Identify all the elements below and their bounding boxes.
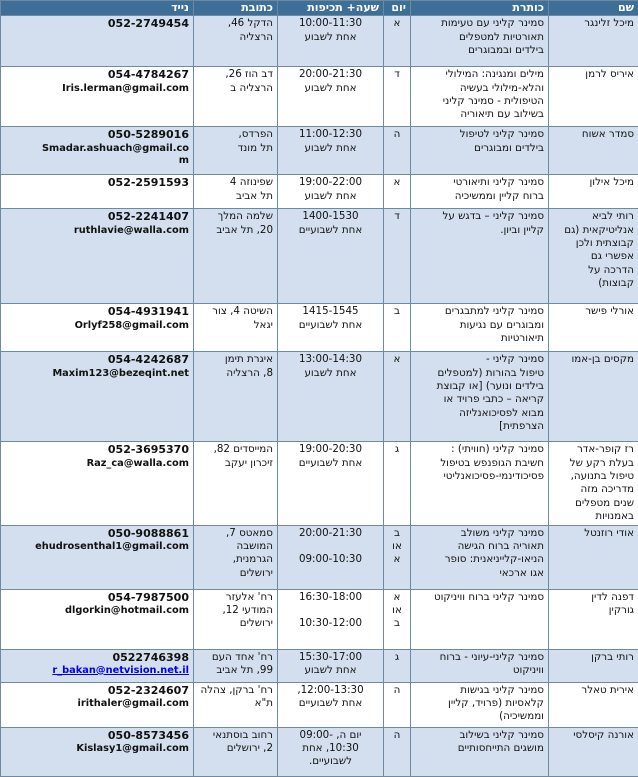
cell-name (549, 682, 638, 727)
table-row (1, 442, 638, 525)
cell-time-line: 20:00-21:30 (282, 68, 379, 81)
cell-time-line: 15:30-17:00 (282, 651, 379, 664)
cell-name-line: דפנה לדין (553, 591, 634, 604)
cell-title (411, 525, 549, 589)
cell-name-line: מיכל זלינגר (553, 17, 634, 30)
cell-day (384, 67, 411, 127)
cell-day (384, 127, 411, 175)
cell-day-line: ב (388, 527, 406, 540)
header-time: שעה+ תכיפות (278, 1, 384, 16)
phone-number: 052-2591593 (5, 176, 189, 190)
cell-address-line: רח' אחד העם (198, 651, 273, 664)
cell-name-line: באמנויות (553, 510, 634, 523)
cell-address-line: סמאטס 7, (198, 527, 273, 540)
cell-title-line: פסיכודינמי-פסיכואנליטי (415, 470, 544, 483)
cell-name (549, 727, 638, 776)
cell-name-line: הדרכה על (553, 264, 634, 277)
cell-time-line: 16:30-18:00 (282, 591, 379, 604)
cell-time (278, 16, 384, 67)
cell-title (411, 649, 549, 682)
cell-address-line: איגרת תימן (198, 353, 273, 366)
cell-title-line: סמינר קליני - (415, 353, 544, 366)
phone-number: 052-2241407 (5, 210, 189, 224)
cell-address (194, 649, 278, 682)
cell-time (278, 304, 384, 352)
phone-number: 054-7987500 (5, 591, 189, 605)
cell-address-line: ירושלים (198, 567, 273, 580)
cell-phone (1, 442, 194, 525)
cell-time (278, 67, 384, 127)
phone-number: 054-4784267 (5, 68, 189, 82)
cell-day (384, 525, 411, 589)
table-row (1, 16, 638, 67)
cell-address-line: ירושלים (198, 617, 273, 630)
cell-time-line (282, 540, 379, 553)
cell-title-line: חשיבת הגופנפש בטיפול (415, 457, 544, 470)
cell-name-line: בעלת רקע של (553, 457, 634, 470)
cell-address-line: המושבה (198, 540, 273, 553)
cell-day-line: א (388, 591, 406, 604)
cell-title-line: סמינר קליני לטיפול (415, 128, 544, 141)
cell-time-line: אחת לשבועיים (282, 319, 379, 332)
cell-day-line: ה (388, 684, 406, 697)
cell-address-line: רח' אלעזר (198, 591, 273, 604)
phone-number: 054-4242687 (5, 353, 189, 367)
cell-address-line: תל אביב (198, 190, 273, 203)
cell-time-line: 10:30, אחת (282, 742, 379, 755)
cell-name-line: איריס לרמן (553, 68, 634, 81)
cell-day-line: ג (388, 443, 406, 456)
phone-number: 050-5289016 (5, 128, 189, 142)
cell-name (549, 16, 638, 67)
cell-day (384, 304, 411, 352)
cell-title-line: סמינר קליני – בדגש על (415, 210, 544, 223)
email-address: Maxim123@bezeqint.net (5, 368, 189, 381)
cell-address-line: המודעי 12, (198, 604, 273, 617)
cell-time (278, 525, 384, 589)
cell-day (384, 442, 411, 525)
cell-day-line: ה (388, 729, 406, 742)
phone-number: 052-2749454 (5, 17, 189, 31)
cell-title-line: מבוא לפסיכואנליזה (415, 407, 544, 420)
cell-address (194, 442, 278, 525)
table-row (1, 727, 638, 776)
cell-time-line: אחת לשבוע (282, 367, 379, 380)
header-row (1, 1, 638, 16)
cell-name (549, 589, 638, 649)
cell-title-line: סמינר קליני-עיוני - ברוח (415, 651, 544, 664)
email-address: Kislasy1@gmail.com (5, 743, 189, 756)
table-row (1, 67, 638, 127)
cell-name (549, 67, 638, 127)
cell-day-line: ה (388, 128, 406, 141)
email-link[interactable]: r_bakan@netvision.net.il (5, 665, 189, 678)
cell-time (278, 352, 384, 442)
cell-day-line: ב (388, 617, 406, 630)
cell-address (194, 127, 278, 175)
cell-address (194, 589, 278, 649)
cell-name-line: רותי לביא (553, 210, 634, 223)
cell-name (549, 175, 638, 209)
cell-phone (1, 175, 194, 209)
cell-day-line: ד (388, 210, 406, 223)
cell-phone (1, 589, 194, 649)
email-address: irithaler@gmail.com (5, 698, 189, 711)
cell-time-line: אחת לשבוע (282, 664, 379, 677)
cell-time (278, 727, 384, 776)
phone-number: 050-8573456 (5, 729, 189, 743)
table-row (1, 589, 638, 649)
cell-time-line: 13:00-14:30 (282, 353, 379, 366)
table-row (1, 304, 638, 352)
cell-address-line: הרצליה ב (198, 82, 273, 95)
email-address: Raz_ca@walla.com (5, 458, 189, 471)
email-address: m (5, 155, 189, 168)
cell-address (194, 67, 278, 127)
cell-phone (1, 16, 194, 67)
cell-day (384, 16, 411, 67)
cell-address-line: תל מונד (198, 142, 273, 155)
cell-time-line: 20:00-21:30 (282, 527, 379, 540)
cell-title-line: הצרפתית] (415, 420, 544, 433)
cell-time-line: אחת לשבועיים (282, 457, 379, 470)
table-row (1, 352, 638, 442)
cell-title-line: סמינר קליני ברוח וויניקוט (415, 591, 544, 604)
cell-day-line: א (388, 17, 406, 30)
cell-address-line: הגרמנית, (198, 553, 273, 566)
cell-day (384, 175, 411, 209)
cell-title (411, 16, 549, 67)
cell-title (411, 127, 549, 175)
cell-name-line: טיפול בתנועה, (553, 470, 634, 483)
cell-phone (1, 127, 194, 175)
cell-address-line: רחוב בוסתנאי (198, 729, 273, 742)
cell-name (549, 352, 638, 442)
cell-title-line: בשילוב עם תיאוריה (415, 108, 544, 121)
cell-name-line: רותי ברקן (553, 651, 634, 664)
cell-address-line: 99, תל אביב (198, 664, 273, 677)
cell-name-line: אנליטיקאית (גם (553, 224, 634, 237)
cell-title-line: סמינר קליני (חוויתי) : (415, 443, 544, 456)
email-address: dlgorkin@hotmail.com (5, 605, 189, 618)
cell-time-line: 19:00-20:30 (282, 443, 379, 456)
cell-name (549, 525, 638, 589)
cell-address-line: שלמה המלך (198, 210, 273, 223)
cell-title-line: סמינר קליני בגישות (415, 684, 544, 697)
cell-day-line: או (388, 540, 406, 553)
cell-name (549, 209, 638, 304)
cell-title-line: בילדים ובמבוגרים (415, 44, 544, 57)
cell-time-line: יום ה, -09:00 (282, 729, 379, 742)
table-row (1, 525, 638, 589)
cell-name-line: מדריכה מזה (553, 483, 634, 496)
cell-time-line (282, 604, 379, 617)
cell-time-line: 12:00-13:30, (282, 684, 379, 697)
cell-title-line: ברוח קליין וממשיכיה (415, 190, 544, 203)
email-address: ruthlavie@walla.com (5, 225, 189, 238)
cell-name-line: שנים מטפלים (553, 497, 634, 510)
table-row (1, 127, 638, 175)
cell-title-line: אגו ארכאי (415, 567, 544, 580)
table-body (1, 16, 638, 776)
cell-time (278, 589, 384, 649)
cell-address (194, 727, 278, 776)
cell-title-line: הניאו-קלייניאנית: סופר (415, 553, 544, 566)
cell-phone (1, 352, 194, 442)
cell-title-line: סמינר קליני משולב (415, 527, 544, 540)
header-name: שם (549, 1, 638, 16)
cell-address-line: שפינוזה 4 (198, 176, 273, 189)
cell-time (278, 442, 384, 525)
cell-address-line: הרצליה (198, 31, 273, 44)
cell-time-line: אחת לשבוע (282, 190, 379, 203)
cell-day-line: א (388, 176, 406, 189)
cell-name (549, 304, 638, 352)
cell-title-line: מושגים התייחסותיים (415, 742, 544, 755)
cell-title-line: תאורטיות למטפלים (415, 31, 544, 44)
cell-address (194, 16, 278, 67)
cell-title-line: סמינר קליני למתבגרים (415, 305, 544, 318)
cell-name-line: אורלי פישר (553, 305, 634, 318)
cell-address-line: רח' ברקן, צהלה (198, 684, 273, 697)
cell-address-line: המייסדים 82, (198, 443, 273, 456)
cell-title (411, 67, 549, 127)
cell-time-line: 11:00-12:30 (282, 128, 379, 141)
cell-name-line: אפשרי גם (553, 250, 634, 263)
cell-time-line: 10:00-11:30 (282, 17, 379, 30)
cell-day-line: ב (388, 305, 406, 318)
cell-time-line: אחת לשבוע (282, 142, 379, 155)
cell-day-line: א (388, 553, 406, 566)
cell-time-line: אחת לשבועיים (282, 697, 379, 710)
cell-name-line: רז קופר-אדר (553, 443, 634, 456)
cell-time-line: 10:30-12:00 (282, 617, 379, 630)
cell-title-line: בילדים ונוער) [או קבוצת (415, 380, 544, 393)
table-row (1, 175, 638, 209)
cell-time (278, 209, 384, 304)
cell-time-line: 09:00-10:30 (282, 553, 379, 566)
cell-address-line: 8, הרצליה (198, 367, 273, 380)
header-title: כותרת (411, 1, 549, 16)
cell-address (194, 682, 278, 727)
cell-address (194, 209, 278, 304)
cell-day-line: א (388, 353, 406, 366)
cell-title-line: והלא-מילולי בעשיה (415, 82, 544, 95)
cell-time-line: אחת לשבוע (282, 82, 379, 95)
cell-title-line: סמינר קליני בשילוב (415, 729, 544, 742)
table-row (1, 649, 638, 682)
cell-title-line: טיפול בהורות (למטפלים (415, 367, 544, 380)
cell-title-line: סמינר קליני ותיאורטי (415, 176, 544, 189)
cell-title-line: בילדים ומבוגרים (415, 142, 544, 155)
cell-phone (1, 525, 194, 589)
cell-title-line: הטיפולית - סמינר קליני (415, 95, 544, 108)
cell-phone (1, 304, 194, 352)
cell-address-line: הדקל 46, (198, 17, 273, 30)
cell-name-line: קבוצות) (553, 277, 634, 290)
cell-address-line: הפרדס, (198, 128, 273, 141)
cell-time-line: 1400-1530 (282, 210, 379, 223)
cell-name-line: קבוצתית ולכן (553, 237, 634, 250)
cell-title-line: ומבוגרים עם נגיעות (415, 319, 544, 332)
cell-name-line: אירית טאלר (553, 684, 634, 697)
cell-title-line: סמינר קליני עם טעימות (415, 17, 544, 30)
cell-name-line: מקסים בן-אמו (553, 353, 634, 366)
cell-title (411, 175, 549, 209)
cell-day-line: או (388, 604, 406, 617)
cell-time (278, 682, 384, 727)
cell-title (411, 682, 549, 727)
cell-phone (1, 682, 194, 727)
cell-time-line: אחת לשבועיים (282, 224, 379, 237)
cell-name-line: אודי רוזנטל (553, 527, 634, 540)
table-row (1, 682, 638, 727)
cell-address (194, 352, 278, 442)
cell-name-line: מיכל אילון (553, 176, 634, 189)
cell-time-line: לשבועיים. (282, 755, 379, 768)
cell-title (411, 589, 549, 649)
cell-title (411, 209, 549, 304)
cell-phone (1, 649, 194, 682)
cell-address-line: דב הוז 26, (198, 68, 273, 81)
table-row (1, 209, 638, 304)
header-day: יום (384, 1, 411, 16)
cell-time (278, 127, 384, 175)
cell-name-line: סמדר אשוח (553, 128, 634, 141)
cell-title-line: וויניקוט (415, 664, 544, 677)
cell-title-line: קלאסיות (פרויד, קליין (415, 697, 544, 710)
phone-number: 0522746398 (5, 651, 189, 665)
cell-title-line: תיאורטיות (415, 332, 544, 345)
cell-title (411, 442, 549, 525)
cell-address-line: ת"א (198, 697, 273, 710)
cell-day-line: ג (388, 651, 406, 664)
cell-time-line: 19:00-22:00 (282, 176, 379, 189)
cell-phone (1, 209, 194, 304)
cell-address-line: יגאל (198, 319, 273, 332)
cell-day (384, 649, 411, 682)
header-phone: נייד (1, 1, 194, 16)
email-address: Orlyf258@gmail.com (5, 320, 189, 333)
cell-address (194, 525, 278, 589)
cell-name (549, 649, 638, 682)
cell-name-line: אורנה קיסלסי (553, 729, 634, 742)
cell-phone (1, 67, 194, 127)
cell-title-line: קליין וביון. (415, 224, 544, 237)
cell-day (384, 352, 411, 442)
cell-name-line: גורקין (553, 604, 634, 617)
cell-name (549, 127, 638, 175)
cell-address (194, 175, 278, 209)
cell-address-line: השיטה 4, צור (198, 305, 273, 318)
cell-title (411, 304, 549, 352)
email-address: ehudrosenthal1@gmail.com (5, 541, 189, 554)
phone-number: 052-2324607 (5, 684, 189, 698)
cell-title-line: תאוריה ברוח הגישה (415, 540, 544, 553)
cell-day (384, 682, 411, 727)
header-address: כתובת (194, 1, 278, 16)
cell-time-line: אחת לשבוע (282, 31, 379, 44)
phone-number: 054-4931941 (5, 305, 189, 319)
cell-day-line: ד (388, 68, 406, 81)
cell-name (549, 442, 638, 525)
cell-address (194, 304, 278, 352)
cell-phone (1, 727, 194, 776)
cell-time (278, 175, 384, 209)
email-address: Smadar.ashuach@gmail.co (5, 143, 189, 156)
cell-title-line: וממשיכיה) (415, 710, 544, 723)
cell-address-line: זיכרון יעקב (198, 457, 273, 470)
cell-day (384, 589, 411, 649)
cell-address-line: 2, ירושלים (198, 742, 273, 755)
cell-day (384, 727, 411, 776)
email-address: Iris.lerman@gmail.com (5, 83, 189, 96)
cell-time (278, 649, 384, 682)
cell-address-line: 20, תל אביב (198, 224, 273, 237)
cell-title (411, 727, 549, 776)
cell-title-line: מילים ומנגינה: המילולי (415, 68, 544, 81)
cell-title (411, 352, 549, 442)
phone-number: 052-3695370 (5, 443, 189, 457)
cell-time-line: 1415-1545 (282, 305, 379, 318)
phone-number: 050-9088861 (5, 527, 189, 541)
cell-title-line: קריאה – כתבי פרויד או (415, 393, 544, 406)
cell-day (384, 209, 411, 304)
